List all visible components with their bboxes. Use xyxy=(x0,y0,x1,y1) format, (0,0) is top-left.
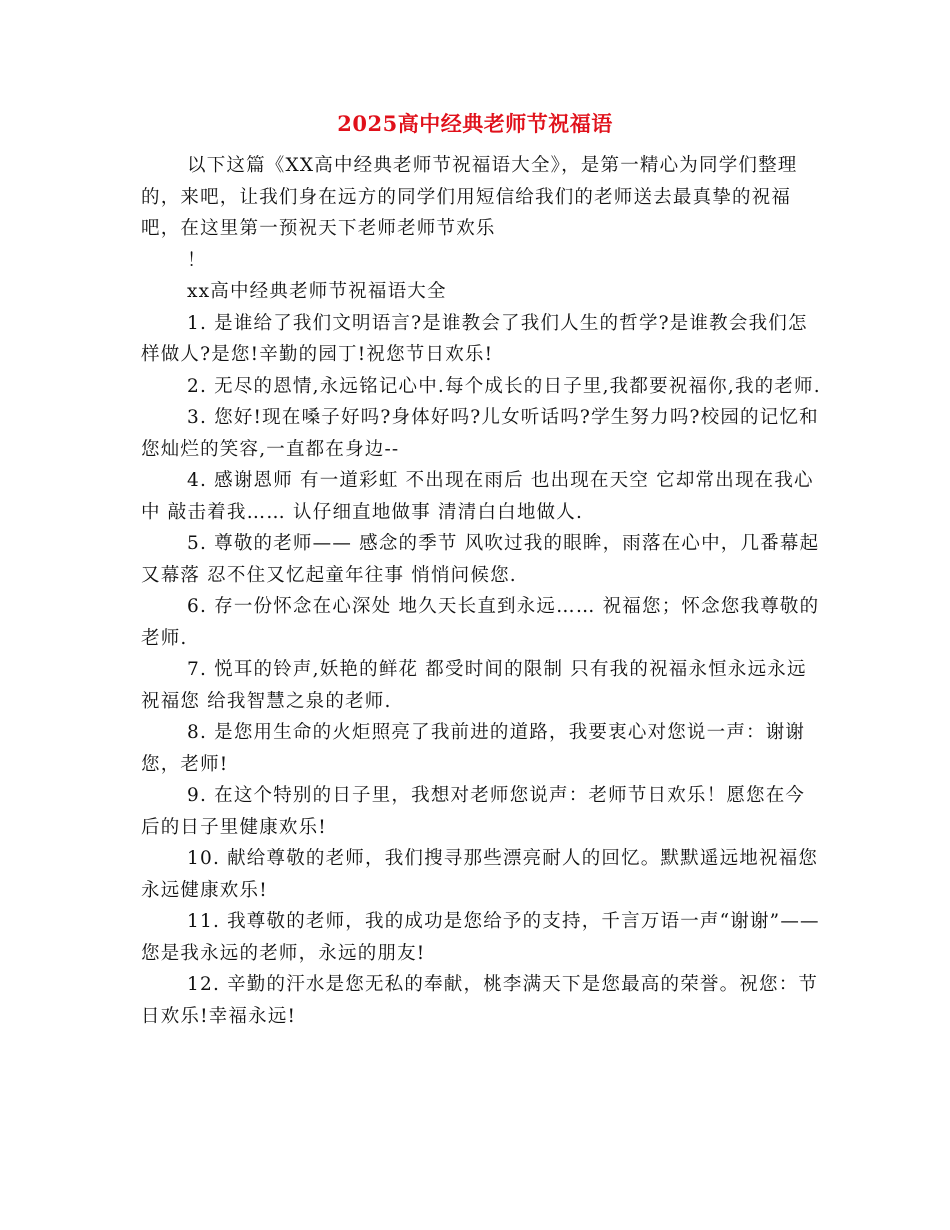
list-item: 7. 悦耳的铃声,妖艳的鲜花 都受时间的限制 只有我的祝福永恒永远永远祝福您 给我智慧之泉的老师. xyxy=(141,659,807,712)
list-item: 8. 是您用生命的火炬照亮了我前进的道路，我要衷心对您说一声：谢谢您，老师! xyxy=(141,722,806,775)
intro-paragraph-end: ！ xyxy=(187,249,207,271)
list-heading: xx高中经典老师节祝福语大全 xyxy=(187,281,447,302)
list-item: 11. 我尊敬的老师，我的成功是您给予的支持，千言万语一声“谢谢”——您是我永远的老师，永远的朋友! xyxy=(141,911,820,964)
list-item: 2. 无尽的恩情,永远铭记心中.每个成长的日子里,我都要祝福你,我的老师. xyxy=(187,375,821,397)
list-item: 1. 是谁给了我们文明语言?是谁教会了我们人生的哲学?是谁教会我们怎样做人?是您!辛勤的园丁!祝您节日欢乐! xyxy=(141,312,808,365)
document-title: 2025高中经典老师节祝福语 xyxy=(337,111,613,136)
intro-paragraph: 以下这篇《XX高中经典老师节祝福语大全》，是第一精心为同学们整理的，来吧，让我们身在远方的同学们用短信给我们的老师送去最真挚的祝福吧，在这里第一预祝天下老师老师节欢乐 xyxy=(141,155,798,239)
list-item: 3. 您好!现在嗓子好吗?身体好吗?儿女听话吗?学生努力吗?校园的记忆和您灿烂的笑容,一直都在身边-- xyxy=(141,407,819,460)
list-item: 12. 辛勤的汗水是您无私的奉献，桃李满天下是您最高的荣誉。祝您：节日欢乐!幸福永远! xyxy=(141,974,819,1027)
document-body xyxy=(141,150,821,1032)
list-item: 9. 在这个特别的日子里，我想对老师您说声：老师节日欢乐！愿您在今后的日子里健康欢乐! xyxy=(141,785,806,838)
list-item: 10. 献给尊敬的老师，我们搜寻那些漂亮耐人的回忆。默默遥远地祝福您永远健康欢乐! xyxy=(141,848,819,901)
list-item: 4. 感谢恩师 有一道彩虹 不出现在雨后 也出现在天空 它却常出现在我心中 敲击着我…… 认仔细直地做事 清清白白地做人. xyxy=(141,470,814,523)
list-item: 5. 尊敬的老师—— 感念的季节 风吹过我的眼眸，雨落在心中，几番幕起又幕落 忍不住又忆起童年往事 悄悄问候您. xyxy=(141,533,820,586)
list-item: 6. 存一份怀念在心深处 地久天长直到永远…… 祝福您；怀念您我尊敬的老师. xyxy=(141,596,820,649)
